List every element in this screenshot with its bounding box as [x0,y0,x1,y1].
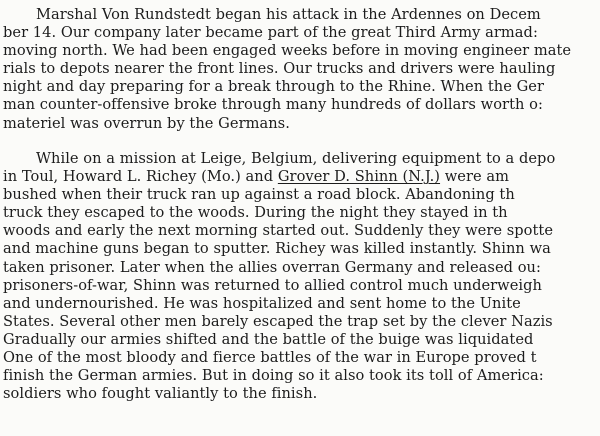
text-line-with-underlined-name [0,168,600,186]
text-line: and undernourished. He was hospitalized and sent home to the Unite [3,294,521,312]
text-line: rials to depots nearer the front lines. Our trucks and drivers were hauling [3,60,556,78]
text-line: One of the most bloody and fierce battles of the war in Europe proved t [3,349,537,367]
text-line: ber 14. Our company later became part of the great Third Army armad: [3,24,538,42]
text-line: States. Several other men barely escaped the trap set by the clever Nazis [3,312,553,330]
text-line: Marshal Von Rundstedt began his attack in the Ardennes on Decem [36,6,541,23]
text-line: Gradually our armies shifted and the battle of the buige was liquidated [3,330,534,348]
text-line: and machine guns began to sputter. Richey was killed instantly. Shinn wa [3,240,551,258]
text-segment: were am [440,168,510,186]
text-segment: in Toul, Howard L. Richey (Mo.) and [3,168,278,186]
underlined-name: Grover D. Shinn (N.J.) [277,168,441,186]
text-line: night and day preparing for a break through to the Rhine. When the Ger [3,78,545,96]
paragraph-ardennes-offensive [0,6,600,133]
text-line: soldiers who fought valiantly to the finish. [3,385,318,403]
text-line: materiel was overrun by the Germans. [3,114,290,132]
text-line: prisoners-of-war, Shinn was returned to allied control much underweigh [3,276,542,294]
text-line: woods and early the next morning started out. Suddenly they were spotte [3,222,554,240]
text-line: finish the German armies. But in doing so it also took its toll of America: [3,367,544,385]
text-line: truck they escaped to the woods. During the night they stayed in th [3,204,508,222]
paragraph-leige-ambush [0,150,600,403]
text-line: man counter-offensive broke through many hundreds of dollars worth o: [3,96,543,114]
text-line: While on a mission at Leige, Belgium, delivering equipment to a depo [36,150,556,167]
text-line: bushed when their truck ran up against a road block. Abandoning th [3,186,515,204]
text-line: moving north. We had been engaged weeks before in moving engineer mate [3,42,572,60]
text-line: taken prisoner. Later when the allies overran Germany and released ou: [3,258,541,276]
